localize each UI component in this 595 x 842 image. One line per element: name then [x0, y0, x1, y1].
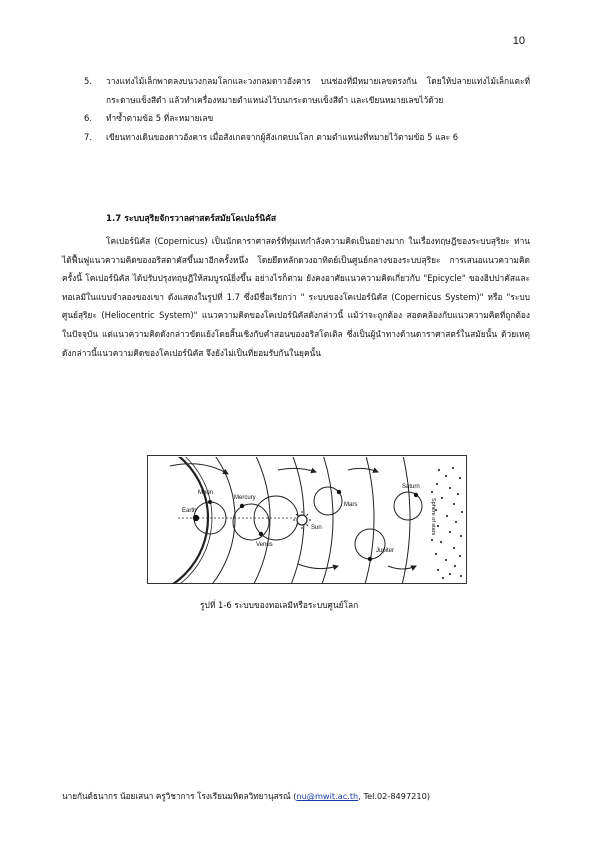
orbit-arrow: [298, 564, 338, 569]
saturn-dot: [414, 493, 418, 497]
section-body: โคเปอร์นิคัส (Copernicus) เป็นนักดาราศาสตร์ที่ทุ่มเทกำลังความคิดเป็นอย่างมาก ในเรื่องทฤษฎีของระบบสุริยะ ท่านได้ฟื้นฟูแนวความคิดของอริสตาคัสขึ้นมาอีกครั้งหนึ่ง โดยยึดหลักดวงอาทิตย์เป็นศูนย์กลางของระบบสุริยะ การเสนอแนวความคิดครั้งนี้ โคเปอร์นิคัส ได้ปรับปรุงทฤษฎีให้สมบูรณ์ยิ่งขึ้น อย่างไรก็ตาม ยังคงอาศัยแนวความคิดเกี่ยวกับ "Epicycle" ของฮิปปาคัสและทอเลมีในแบบจำลองของเขา ดังแสดงในรูปที่ 1.7 ซึ่งมีชื่อเรียกว่า " ระบบของโคเปอร์นิคัส (Copernicus System)" หรือ "ระบบศูนย์สุริยะ (Heliocentric System)" แนวความคิดของโคเปอร์นิคัสดังกล่าวนี้ แม้ว่าจะถูกต้อง สอดคล้องกับแนวความคิดที่ถูกต้องในปัจจุบัน แต่แนวความคิดดังกล่าวขัดแย้งโดยสิ้นเชิงกับคำสอนของอริสโตเติล ซึ่งเป็นผู้นำทางด้านดาราศาสตร์ในสมัยนั้น ด้วยเหตุดังกล่าวนี้แนวความคิดของโคเปอร์นิคัส จึงยังไม่เป็นที่ยอมรับกันในยุคนั้น: [62, 236, 530, 358]
page-number: 10: [512, 35, 525, 47]
label-venus: Venus: [256, 542, 273, 548]
label-earth: Earth: [182, 508, 197, 514]
label-saturn: Saturn: [402, 484, 420, 490]
footer-email-link[interactable]: nu@mwit.ac.th: [296, 791, 359, 801]
label-moon: Moon: [198, 490, 214, 496]
earth-dot: [193, 515, 199, 521]
label-mercury: Mercury: [234, 495, 256, 501]
footer-phone: , Tel.02-8497210): [358, 791, 431, 801]
label-sphere-of-stars: Sphere of stars: [430, 498, 436, 536]
step-text: วางแท่งไม้เล็กพาดลงบนวงกลมโลกและวงกลมดาวอังคาร บนช่องที่มีหมายเลขตรงกัน โดยให้ปลายแท่งไม้เล็กแตะที่กระดาษแข็งสีดำ แล้วทำเครื่องหมายตำแหน่งไว้บนกระดาษแข็งสีดำ และเขียนหมายเลขไว้ด้วย: [106, 76, 530, 105]
jupiter-dot: [368, 557, 372, 561]
procedure-steps: [84, 72, 530, 146]
ptolemaic-system-figure: [147, 455, 467, 584]
label-mars: Mars: [344, 502, 358, 508]
jupiter-deferent: [148, 456, 374, 585]
step-6: [84, 109, 530, 128]
orbit-arrow: [388, 566, 416, 569]
step-number: 6.: [84, 113, 92, 123]
step-text: ทำซ้ำตามข้อ 5 ที่ละหมายเลข: [106, 113, 214, 123]
jupiter-epicycle: [355, 529, 385, 559]
section-heading: 1.7 ระบบสุริยจักรวาลศาสตร์สมัยโคเปอร์นิคัส: [106, 214, 277, 224]
step-7: [84, 128, 530, 147]
step-number: 5.: [84, 76, 92, 86]
orbit-arrow: [348, 468, 378, 472]
label-sun: Sun: [311, 525, 322, 531]
figure-caption: รูปที่ 1-6 ระบบของทอเลมีหรือระบบศูนย์โลก: [200, 600, 359, 610]
step-number: 7.: [84, 131, 92, 142]
step-5: [84, 72, 530, 109]
venus-dot: [259, 532, 263, 536]
moon-dot: [208, 500, 212, 504]
page-footer: [62, 789, 532, 803]
footer-author: นายกันต์ธนากร น้อยเสนา ครูวิชาการ โรงเรียนมหิดลวิทยานุสรณ์ (: [62, 791, 297, 801]
label-jupiter: Jupiter: [376, 548, 395, 554]
mercury-dot: [240, 504, 244, 508]
earth-orbit-ring-outer: [148, 456, 212, 585]
step-text: เขียนทางเดินของดาวอังคาร เมื่อสังเกตจากผู้สังเกตบนโลก ตามตำแหน่งที่หมายไว้ตามข้อ 5 และ 6: [106, 131, 459, 142]
geocentric-diagram: [148, 456, 468, 585]
mercury-epicycle: [233, 504, 269, 540]
mars-dot: [337, 490, 341, 494]
earth-orbit-ring: [148, 456, 208, 585]
sun-icon: [293, 511, 311, 529]
